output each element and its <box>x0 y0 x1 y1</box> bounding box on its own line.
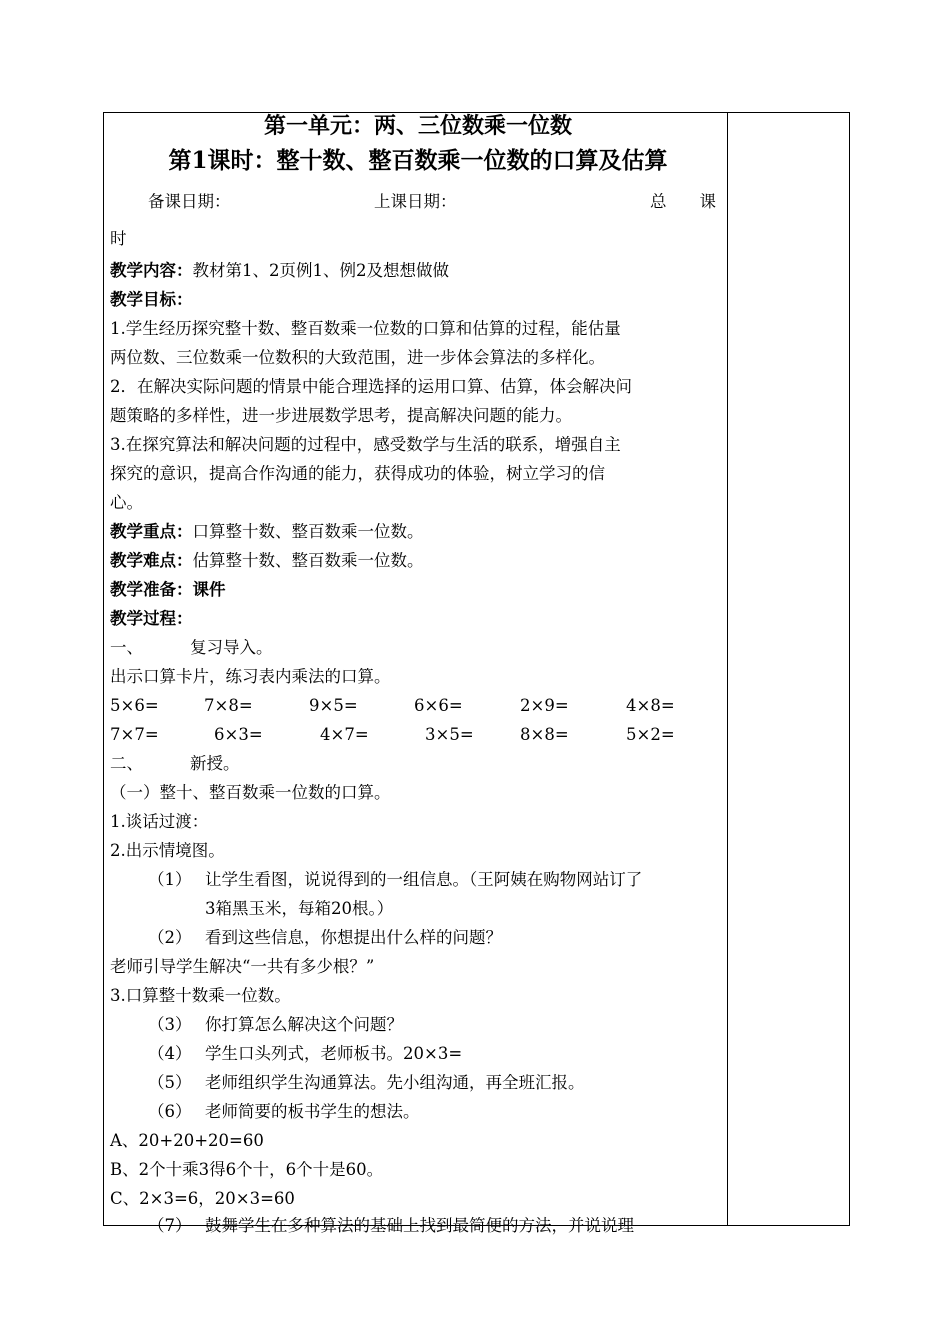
goal-line: 2．在解决实际问题的情景中能合理选择的运用口算、估算，体会解决问 <box>110 377 632 396</box>
goal-line: 心。 <box>110 493 143 512</box>
q2-text: 看到这些信息，你想提出什么样的问题？ <box>205 928 502 947</box>
section-2-num: 二、 <box>110 754 143 773</box>
prep-row <box>110 580 226 600</box>
difficulty-text: 估算整十数、整百数乘一位数。 <box>192 551 424 570</box>
column-divider <box>727 112 728 1226</box>
total-hours-label: 总 课 <box>650 192 716 211</box>
content-label: 教学内容： <box>110 261 193 280</box>
q1-text: 让学生看图，说说得到的一组信息。（王阿姨在购物网站订了 <box>205 870 643 889</box>
calc-item: 7×7= <box>110 725 159 744</box>
total-hours-tail: 时 <box>110 229 127 248</box>
q2-num: （2） <box>148 928 192 947</box>
method-a: A、20+20+20=60 <box>110 1131 264 1150</box>
q6-text: 老师简要的板书学生的想法。 <box>205 1102 420 1121</box>
prep-label: 教学准备： <box>110 580 193 599</box>
process-label: 教学过程： <box>110 609 193 628</box>
class-date-label: 上课日期： <box>374 192 457 211</box>
key-point-row <box>110 522 424 542</box>
q1-cont: 3箱黑玉米，每箱20根。） <box>205 899 394 918</box>
q5-num: （5） <box>148 1073 192 1092</box>
goal-line: 3.在探究算法和解决问题的过程中，感受数学与生活的联系，增强自主 <box>110 435 621 454</box>
goal-line: 题策略的多样性，进一步进展数学思考，提高解决问题的能力。 <box>110 406 572 425</box>
q4-num: （4） <box>148 1044 192 1063</box>
q1-num: （1） <box>148 870 192 889</box>
lesson-title: 第1课时：整十数、整百数乘一位数的口算及估算 <box>168 147 668 174</box>
q4-text: 学生口头列式，老师板书。20×3= <box>205 1044 463 1063</box>
content-row <box>110 261 449 281</box>
calc-item: 4×8= <box>626 696 675 715</box>
q7-text: 鼓舞学生在多种算法的基础上找到最简便的方法，并说说理 <box>205 1216 634 1235</box>
subsection-1: （一）整十、整百数乘一位数的口算。 <box>110 783 391 802</box>
prep-text: 课件 <box>192 580 226 599</box>
section-1-num: 一、 <box>110 638 143 657</box>
difficulty-label: 教学难点： <box>110 551 193 570</box>
section-1-title: 复习导入。 <box>190 638 273 657</box>
calc-item: 2×9= <box>520 696 569 715</box>
step-3: 3.口算整十数乘一位数。 <box>110 986 291 1005</box>
calc-item: 3×5= <box>425 725 474 744</box>
unit-title: 第一单元：两、三位数乘一位数 <box>263 113 572 139</box>
section-2-title: 新授。 <box>190 754 240 773</box>
step-1: 1.谈话过渡： <box>110 812 209 831</box>
calc-item: 5×6= <box>110 696 159 715</box>
method-c: C、2×3=6，20×3=60 <box>110 1189 295 1208</box>
key-point-text: 口算整十数、整百数乘一位数。 <box>192 522 424 541</box>
calc-item: 5×2= <box>626 725 675 744</box>
goal-line: 1.学生经历探究整十数、整百数乘一位数的口算和估算的过程，能估量 <box>110 319 621 338</box>
calc-item: 7×8= <box>204 696 253 715</box>
step-2: 2.出示情境图。 <box>110 841 225 860</box>
q7-num: （7） <box>148 1216 192 1235</box>
prep-date-label: 备课日期： <box>148 192 231 211</box>
q3-num: （3） <box>148 1015 192 1034</box>
goals-label: 教学目标： <box>110 290 193 309</box>
key-point-label: 教学重点： <box>110 522 193 541</box>
calc-item: 4×7= <box>320 725 369 744</box>
content-text: 教材第1、2页例1、例2及想想做做 <box>192 261 449 280</box>
goal-line: 探究的意识，提高合作沟通的能力，获得成功的体验，树立学习的信 <box>110 464 605 483</box>
calc-item: 6×3= <box>214 725 263 744</box>
calc-item: 9×5= <box>309 696 358 715</box>
method-b: B、2个十乘3得6个十，6个十是60。 <box>110 1160 384 1179</box>
difficulty-row <box>110 551 424 571</box>
calc-item: 8×8= <box>520 725 569 744</box>
calc-item: 6×6= <box>414 696 463 715</box>
q6-num: （6） <box>148 1102 192 1121</box>
section-1-text: 出示口算卡片，练习表内乘法的口算。 <box>110 667 391 686</box>
q3-text: 你打算怎么解决这个问题？ <box>205 1015 403 1034</box>
q5-text: 老师组织学生沟通算法。先小组沟通，再全班汇报。 <box>205 1073 585 1092</box>
goal-line: 两位数、三位数乘一位数积的大致范围，进一步体会算法的多样化。 <box>110 348 605 367</box>
guide-text: 老师引导学生解决“一共有多少根？” <box>110 957 375 976</box>
